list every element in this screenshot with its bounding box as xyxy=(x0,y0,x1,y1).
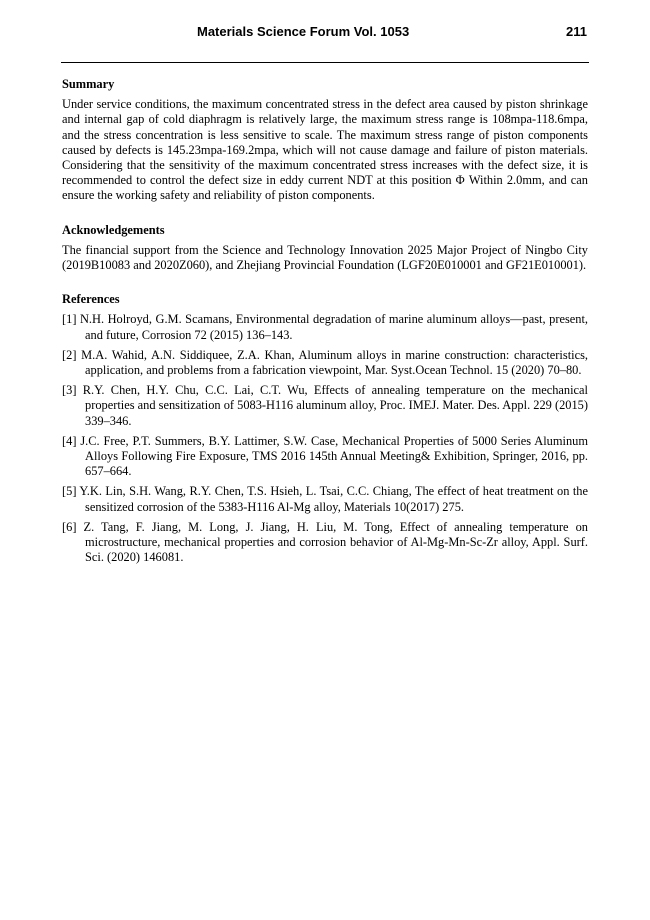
summary-section xyxy=(62,77,588,204)
reference-item: [5] Y.K. Lin, S.H. Wang, R.Y. Chen, T.S. Hsieh, L. Tsai, C.C. Chiang, The effect of heat treatment on the sensitized corrosion of the 5383-H116 Al-Mg alloy, Materials 10(2017) 275. xyxy=(62,484,588,514)
reference-item: [6] Z. Tang, F. Jiang, M. Long, J. Jiang, H. Liu, M. Tong, Effect of annealing temperature on microstructure, mechanical properties and corrosion behavior of Al-Mg-Mn-Sc-Zr alloy, Appl. Surf. Sci. (2020) 146081. xyxy=(62,519,588,565)
acknowledgements-heading: Acknowledgements xyxy=(62,222,165,237)
references-section xyxy=(62,292,588,565)
page-content xyxy=(62,77,588,584)
page-header xyxy=(62,22,589,42)
summary-text: Under service conditions, the maximum concentrated stress in the defect area caused by piston shrinkage and internal gap of cold diaphragm is relatively large, the maximum stress range is 108mpa-118.6mpa, and the stress concentration is less sensitive to scale. The maximum stress range of piston components caused by defects is 145.23mpa-169.2mpa, which will not cause damage and failure of piston materials. Considering that the sensitivity of the maximum concentrated stress increases with the defect size, it is recommended to control the defect size in eddy current NDT at this position Φ Within 2.0mm, and can ensure the working safety and reliability of piston components. xyxy=(62,97,588,203)
reference-list xyxy=(62,312,588,565)
header-rule xyxy=(61,62,589,63)
journal-title: Materials Science Forum Vol. 1053 xyxy=(197,24,410,39)
reference-item: [2] M.A. Wahid, A.N. Siddiquee, Z.A. Khan, Aluminum alloys in marine construction: characteristics, application, and problems from a fabrication viewpoint, Mar. Syst.Ocean Technol. 15 (2020) 70–80. xyxy=(62,347,588,378)
reference-item: [1] N.H. Holroyd, G.M. Scamans, Environmental degradation of marine aluminum alloys—past, present, and future, Corrosion 72 (2015) 136–143. xyxy=(62,312,588,342)
summary-heading: Summary xyxy=(62,77,115,91)
reference-item: [3] R.Y. Chen, H.Y. Chu, C.C. Lai, C.T. Wu, Effects of annealing temperature on the mechanical properties and sensitization of 5083-H116 aluminum alloy, Proc. IMEJ. Mater. Des. Appl. 229 (2015) 339–346. xyxy=(62,383,588,428)
acknowledgements-section xyxy=(62,223,588,274)
reference-item: [4] J.C. Free, P.T. Summers, B.Y. Lattimer, S.W. Case, Mechanical Properties of 5000 Series Aluminum Alloys Following Fire Exposure, TMS 2016 145th Annual Meeting& Exhibition, Springer, 2016, pp. 657–664. xyxy=(62,433,588,479)
references-heading: References xyxy=(62,292,120,307)
acknowledgements-text: The financial support from the Science and Technology Innovation 2025 Major Project of Ningbo City (2019B10083 and 2020Z060), and Zhejiang Provincial Foundation (LGF20E010001 and GF21E010001). xyxy=(62,242,588,273)
page-number: 211 xyxy=(566,24,587,39)
